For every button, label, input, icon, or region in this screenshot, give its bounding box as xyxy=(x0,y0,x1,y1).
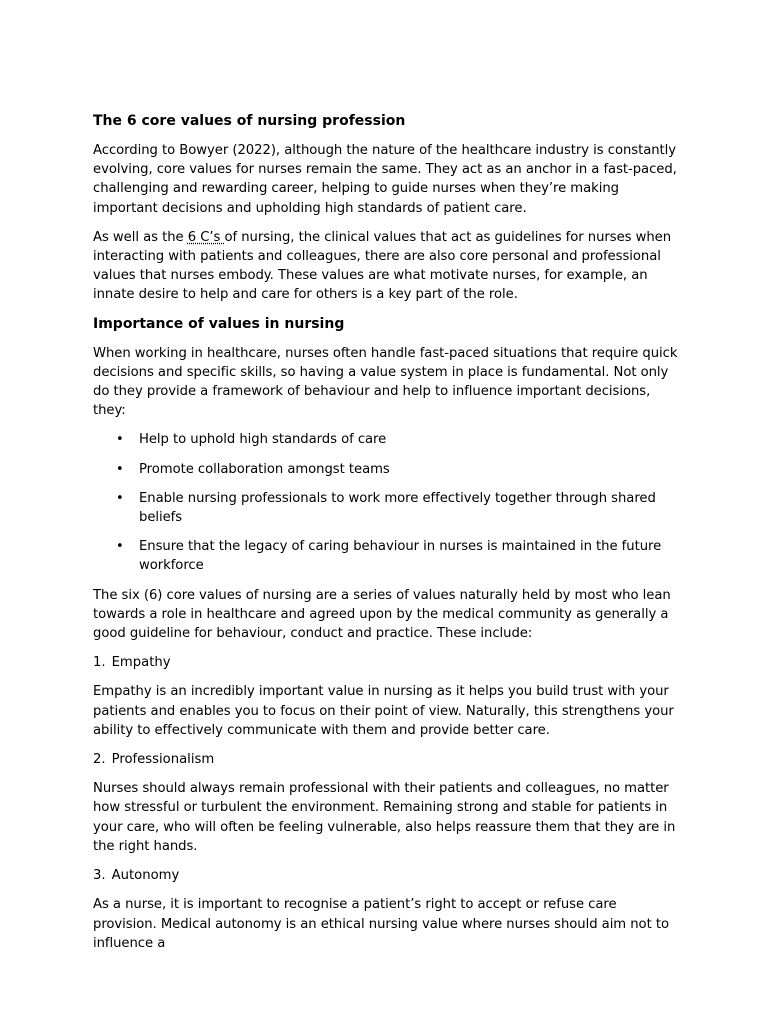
value-name: Autonomy xyxy=(111,868,180,884)
intro-paragraph-2-rest: of nursing, the clinical values that act as guidelines for nurses when interacting with patients and colleagues, there are also core personal and professional values that nurses embody. These values are what motivate nurses, for example, an innate desire to help and care for others is a key part of the role. xyxy=(93,229,672,303)
bullet-icon: • xyxy=(116,490,124,506)
value-heading-autonomy xyxy=(93,866,683,885)
value-name: Professionalism xyxy=(111,752,215,768)
bullet-text: Promote collaboration amongst teams xyxy=(139,461,390,477)
document-page xyxy=(93,112,683,963)
importance-paragraph-1: When working in healthcare, nurses often handle fast-paced situations that require quick decisions and specific skills, so having a value system in place is fundamental. Not only do they provide a framework of behaviour and help to influence important decisions, they: xyxy=(93,345,678,419)
bullet-item xyxy=(93,460,683,479)
page-title: The 6 core values of nursing profession xyxy=(93,113,406,129)
value-name: Empathy xyxy=(111,655,171,671)
value-heading-professionalism xyxy=(93,750,683,769)
value-text-empathy: Empathy is an incredibly important value in nursing as it helps you build trust with your patients and enables you to focus on their point of view. Naturally, this strengthens your ability to effectively communicate with them and provide better care. xyxy=(93,684,674,738)
value-number: 1. xyxy=(93,655,106,671)
intro-paragraph-1: According to Bowyer (2022), although the nature of the healthcare industry is constantly evolving, core values for nurses remain the same. They act as an anchor in a fast-paced, challenging and rewarding career, helping to guide nurses when they’re making important decisions and upholding high standards of patient care. xyxy=(93,143,677,216)
intro-paragraph-2 xyxy=(93,228,683,305)
value-number: 2. xyxy=(93,752,106,768)
bullet-icon: • xyxy=(116,461,124,477)
section-heading-importance: Importance of values in nursing xyxy=(93,315,345,332)
importance-paragraph-2: The six (6) core values of nursing are a series of values naturally held by most who lean towards a role in healthcare and agreed upon by the medical community as generally a good guideline for behaviour, conduct and practice. These include: xyxy=(93,587,671,642)
bullet-icon: • xyxy=(116,539,124,555)
bullet-icon: • xyxy=(116,432,124,448)
bullet-text: Help to uphold high standards of care xyxy=(139,432,387,448)
intro-paragraph-2-start: As well as the xyxy=(93,229,188,245)
value-heading-empathy xyxy=(93,653,683,672)
six-cs-term: 6 C’s xyxy=(187,229,225,245)
bullet-item xyxy=(93,537,683,575)
bullet-item xyxy=(93,430,683,449)
bullet-text: Ensure that the legacy of caring behaviour in nurses is maintained in the future workforce xyxy=(139,539,662,574)
bullet-text: Enable nursing professionals to work more effectively together through shared beliefs xyxy=(139,490,656,526)
value-text-autonomy: As a nurse, it is important to recognise a patient’s right to accept or refuse care provision. Medical autonomy is an ethical nursing value where nurses should aim not to influence a xyxy=(93,897,669,951)
bullet-item xyxy=(93,489,683,527)
benefits-bullet-list xyxy=(93,430,683,575)
value-text-professionalism: Nurses should always remain professional with their patients and colleagues, no matter how stressful or turbulent the environment. Remaining strong and stable for patients in your care, who will often be feeling vulnerable, also helps reassure them that they are in the right hands. xyxy=(93,781,676,854)
value-number: 3. xyxy=(93,868,106,884)
